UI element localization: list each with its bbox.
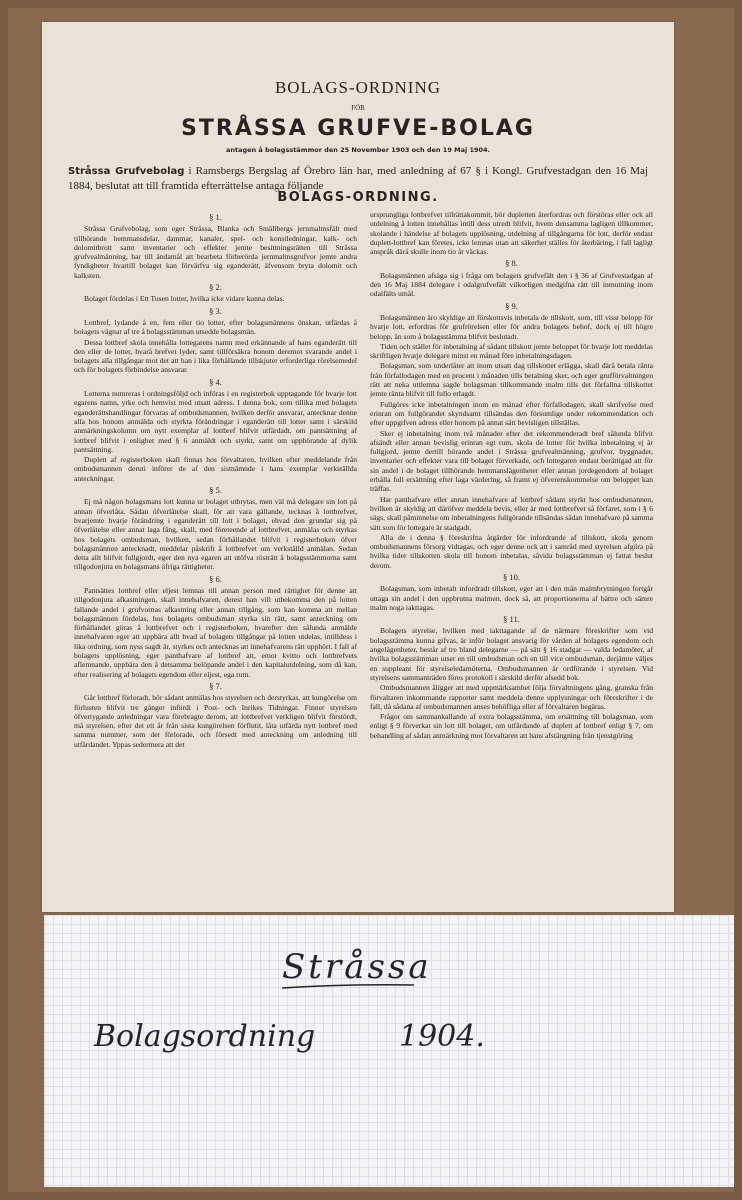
section-number: § 1. xyxy=(209,212,222,222)
section-paragraph: ursprungliga lottbrefvet tillrättakommit, bör dupletten återfordras och förstöras eller ock all utdelning å lotten innehållas intill dess utredt blifvit, hvem densamma lagligen tillkommer, skolande i händelse af bolagets upplösning, utdelning af tillgångarna för lott, derför endast duplett-lottbref kan företes, icke lemnas utan att säkerhet ställes för återbäring, i fall lagligt anspråk därå skulle inom tio år väckas. xyxy=(370,210,653,257)
section-number: § 5. xyxy=(209,485,222,496)
section-paragraph: Bolagsmännen afsäga sig i fråga om bolagets grufvefält den i § 36 af Grufvestadgan af den 16 Maj 1884 delegare i odalgrufvefält vilkorligen medgifna rätt till inmutning inom odalfälts umål. xyxy=(370,270,653,299)
section-paragraph: Bolagets styrelse, hvilken med iakttagande af de närmare föreskrifter som vid bolagsstämma kunna gifvas, är inför bolaget ansvarig för vården af bolagets egendom och angelägenheter, består af tre bland delegarne — på sätt § 16 stadgar — valda ledamöter, af hvilka bolagsstämman utser en till ombudsman och en till vice ombudsman, derjämte väljes en suppleant för styrelseledamöterna. Ombudsmannen är ordförande i styrelsen. Vid styrelsens sammanträden föres protokoll i särskild derför afsedd bok. xyxy=(370,626,653,682)
section-paragraph: Sker ej inbetalning inom två månader efter det rekommenderadt bref sålunda blifvit afsändt eller annan bevislig erinran egt rum, skola de lotter för hvilka inbetalning ej är fullgjord, jemte dertill hörande andel i Stråssa grufvealmänning, grufvor, byggnader, inventarier och effekter vara till bolaget förverkade, och lottegaren endast berättigad att för sin andel i de bolaget tillhörande hemmanslägenheter eller annan jordegendom af bolaget erhålla full ersättning efter laga värdering, så framt ej öfverenskommelse om beloppet kan träffas. xyxy=(370,428,653,494)
for-label: FÖR xyxy=(351,104,365,112)
intro-text: i Ramsbergs Bergslag af Örebro län har, med anledning af 67 § i Kongl. Grufvestadgan den 16 Maj 1884, beslutat att till framtida efterrättelse antaga följande xyxy=(68,165,648,192)
section-number: § 10. xyxy=(503,571,520,582)
section-number: § 8. xyxy=(505,258,518,269)
section-paragraph: Lottbref, lydande å en, fem eller tio lotter, efter bolagsmännens önskan, utfärdas å bolagets vägnar af tre å bolagsstämman utsedde bolagsmän. xyxy=(74,317,357,337)
printed-document xyxy=(42,22,674,912)
section-paragraph: Dessa lottbref skola innehålla lottegarens namn med erkännande af hans eganderätt till den eller de lotter, hvarå brefvet lyder, samt tillförsäkra honom deremot svarande andel i bolagets alla tillgångar mot det att han i lika förhållande tillskjuter erforderliga rörelsemedel och för bolagets förbindelse ansvarar. xyxy=(74,337,357,375)
section-paragraph: Ombudsmannen åligger att med uppmärksamhet följa förvaltningens gång, granska från förvaltaren inkommande rapporter samt meddela denne upplysningar och föreskrifter i de fall, då sådana af ombudsmannen anses behöfliga eller af förvaltaren begäras. xyxy=(370,683,653,711)
section-number: § 11. xyxy=(503,614,520,625)
intro-company: Stråssa Grufvebolag xyxy=(68,166,185,177)
section-paragraph: Stråssa Grufvebolag, som eger Stråssa, Blanka och Smällbergs jernmalmsfält med tillhörande hemmansdelar, dammar, kanaler, spel- och konstledningar, kalk- och dolomitbrott samt inventarier och effekter jemte besittningsrätten till Stråssa grufvealmänning, har till ändamål att bearbeta förberörda jernmalmsgrufvor jemte andra fyndigheter hvartill bolaget kan förvärfva sig eganderätt, äfvensom bryta dolomit och kalksten. xyxy=(74,224,357,280)
handwritten-title: Stråssa xyxy=(282,947,432,987)
section-paragraph: Alla de i denna § föreskrifna åtgärder för infordrande af tillskott, skola genom ombudsmannens försorg vidtagas, och eger denne ock att i samråd med styrelsen afgöra på hvilka tider tillskotten skola till honom inbetalas, såvida bolagsstämman ej fattat beslut derom. xyxy=(370,532,653,570)
section-paragraph: Frågor om sammankallande af extra bolagsstämma, om ersättning till bolagsman, som enligt § 9 förverkat sin lott till bolaget, om utfärdande af duplett af lottbref enligt § 7, om behandling af sådan anmärkning mot förvaltaren att hans afstängning från tjenstgöring xyxy=(370,712,653,740)
pre-title: BOLAGS-ORDNING xyxy=(274,78,442,97)
section-paragraph: Duplett af registerboken skall finnas hos förvaltaren, hvilken efter meddelande från ombudsmannen deruti införer de af den sistnämnde i hans exemplar verkställda anteckningar. xyxy=(74,455,357,483)
section-paragraph: Bolagsman, som underlåter att inom utsatt dag tillskottet erlägga, skall därå betala ränta från förfallodagen med en procent i månaden tills betalning sker, och eger grufförvaltningen rätt att neka uttlemna sagde bolagsman tillkommande malm tills det förfallna tillskottet jemte ränta blifvit till fullo erlagdt. xyxy=(370,361,653,399)
section-number: § 6. xyxy=(209,573,222,584)
document-title: STRÅSSA GRUFVE-BOLAG xyxy=(181,116,535,141)
handwritten-year: 1904. xyxy=(399,1019,485,1054)
section-paragraph: Ej må någon bolagsmans lott kunna ur bolaget utbrytas, men väl må delegare sin lott på annan öfverlåta. Sådan öfverlåtelse skall, för att vara gällande, tecknas å lottbrefvet, hvarjemte hvarje förändring i eganderätt till lott i bolaget, ehvad den grundar sig på öfverlåtelse eller annat laga fång, skall, med företeende af lottbrefvet, anmälas och styrkas hos bolagets ombudsman, hvilken, sedan förhållandet blifvit i registerboken öfver bolagsmännen antecknadt, meddelar påskrift å lottbrefvet om verkställd anmälan. Sedan detta allt blifvit fullgjordt, eger den nya egaren att utöfva rösträtt å bolagsstämmorna samt tillgodonjuta en bolagsmans öfriga rättigheter. xyxy=(74,497,357,572)
right-column xyxy=(370,210,653,900)
section-paragraph: Tiden och stället för inbetalning af sådant tillskott jemte beloppet för hvarje lott meddelas skriftligen hvarje delegare minst en månad före inbetalningsdagen. xyxy=(370,341,653,361)
section-paragraph: Lotterna numreras i ordningsföljd och införas i en registerbok upptagande för hvarje lott egarens namn, yrke och hemvist med utsatt adress. I denna bok, som tillika med bolagets eganderättshandlingar förvaras af ombudsmannen, hvilken derför ansvarar, antecknar denne alla hos honom anmälda och styrkta förändringar i eganderätt till lotter samt i särskild anmärkningskolumn om nytt exemplar af lottbref blifvit utfärdadt, om pantsättning af lottbref blifvit i enlighet med § 6 anmäldt och styrkt, samt om upphörande af dylik pantsättning. xyxy=(74,389,357,454)
section-paragraph: Fullgöres icke inbetalningen inom en månad efter förfallodagen, skall skrifvelse med erinran om fullgörandet skyndsamt tillsändas den försumlige under rekommendation och efter uppgifven adress eller honom på annat sätt bevisligen tillställas. xyxy=(370,399,653,428)
section-paragraph: Bolagsman, som inbetalt infordradt tillskott, eger att i den mån malmbrytningen fortgår uttaga sin andel i den uppbrutna malmen, dock så, att proportionerna af bättre och sämre malm noga iakttagas. xyxy=(370,584,653,612)
section-paragraph: Går lottbref förloradt, bör sådant anmälas hos styrelsen och derstyrkas, att kungörelse om förlusten blifvit tre gånger infördi i Post- och Inrikes Tidningar. Finner styrelsen öfvertygande anledningar vara förebragte derom, att lottbrefvet verkligen blifvit förstördt, må styrelsen, efter det ett år från sista kungörelsen förflutit, låta utfärda nytt lottbref med samma nummer, som det förlorade, och försedt med anteckning om anledning till utfärdandet. Yppas sedermera att det xyxy=(74,693,357,749)
document-subtitle: antagen å bolagsstämmor den 25 November 1903 och den 19 Maj 1904. xyxy=(225,146,491,154)
section-number: § 3. xyxy=(209,305,222,316)
section-number: § 4. xyxy=(209,376,222,387)
handwritten-subtitle: Bolagsordning xyxy=(94,1019,316,1054)
intro-heading: BOLAGS-ORDNING. xyxy=(277,190,439,205)
section-number: § 2. xyxy=(209,282,222,293)
section-paragraph: Bolagsmännen äro skyldige att förskottsvis inbetala de tillskott, som, till visst belopp för hvarje lott, erfordras för grufrörelsen eller för andra bolagets behof, dock ej till högre belopp, än som å bolagsstämma blifvit beslutadt. xyxy=(370,312,653,341)
section-number: § 7. xyxy=(209,680,222,691)
left-column xyxy=(74,210,357,900)
section-number: § 9. xyxy=(505,300,518,311)
section-paragraph: Pantsättes lottbref eller eljest lemnas till annan person med rättighet för denne att tillgodonjuta afkastningen, skall innehafvaren, derest han vill utbekomma den på lotten fallande andel i grufvornas afkastning eller annan tillgång, som kan komma att mellan bolagsmännen fördelas, hos bolagets ombudsman styrka sin rätt, samt anteckning om förhållandet göras å lottbrefvet och i registerboken, hvarefter den sålunda anmälde innehafvaren eger att uppbära allt hvad af bolagets tillgångar på lotten utdelas, intilldess i lika ordning, som nyss sagdt är, styrkes och antecknas att innehafvarens rätt upphört. I fall af bolagets upplösning, eger panthafvare af lottbref att, emot kvitto och lottbrefvets aflemnande, uppbära den å detsamma belöpande andel i den kapitalutdelning, som då kan, efter realisering af bolagets egendom eller eljest, ega rum. xyxy=(74,585,357,679)
handwritten-label-card xyxy=(44,915,734,1187)
intro-paragraph xyxy=(68,164,648,193)
section-paragraph: Bolaget fördelas i Ett Tusen lotter, hvilka icke vidare kunna delas. xyxy=(84,294,285,304)
section-paragraph: Har panthafvare eller annan innehafvare af lottbref sådant styrkt hos ombudsmannen, hvilken är skyldig att däröfver meddela bevis, eller är med lottbrefvet så förfaret, som i § 6 sägs, skall påminnelse om inbetalningens fullgörande tillsändas sådan innehafvare på samma sätt som för lottegare är stadgadt. xyxy=(370,494,653,532)
